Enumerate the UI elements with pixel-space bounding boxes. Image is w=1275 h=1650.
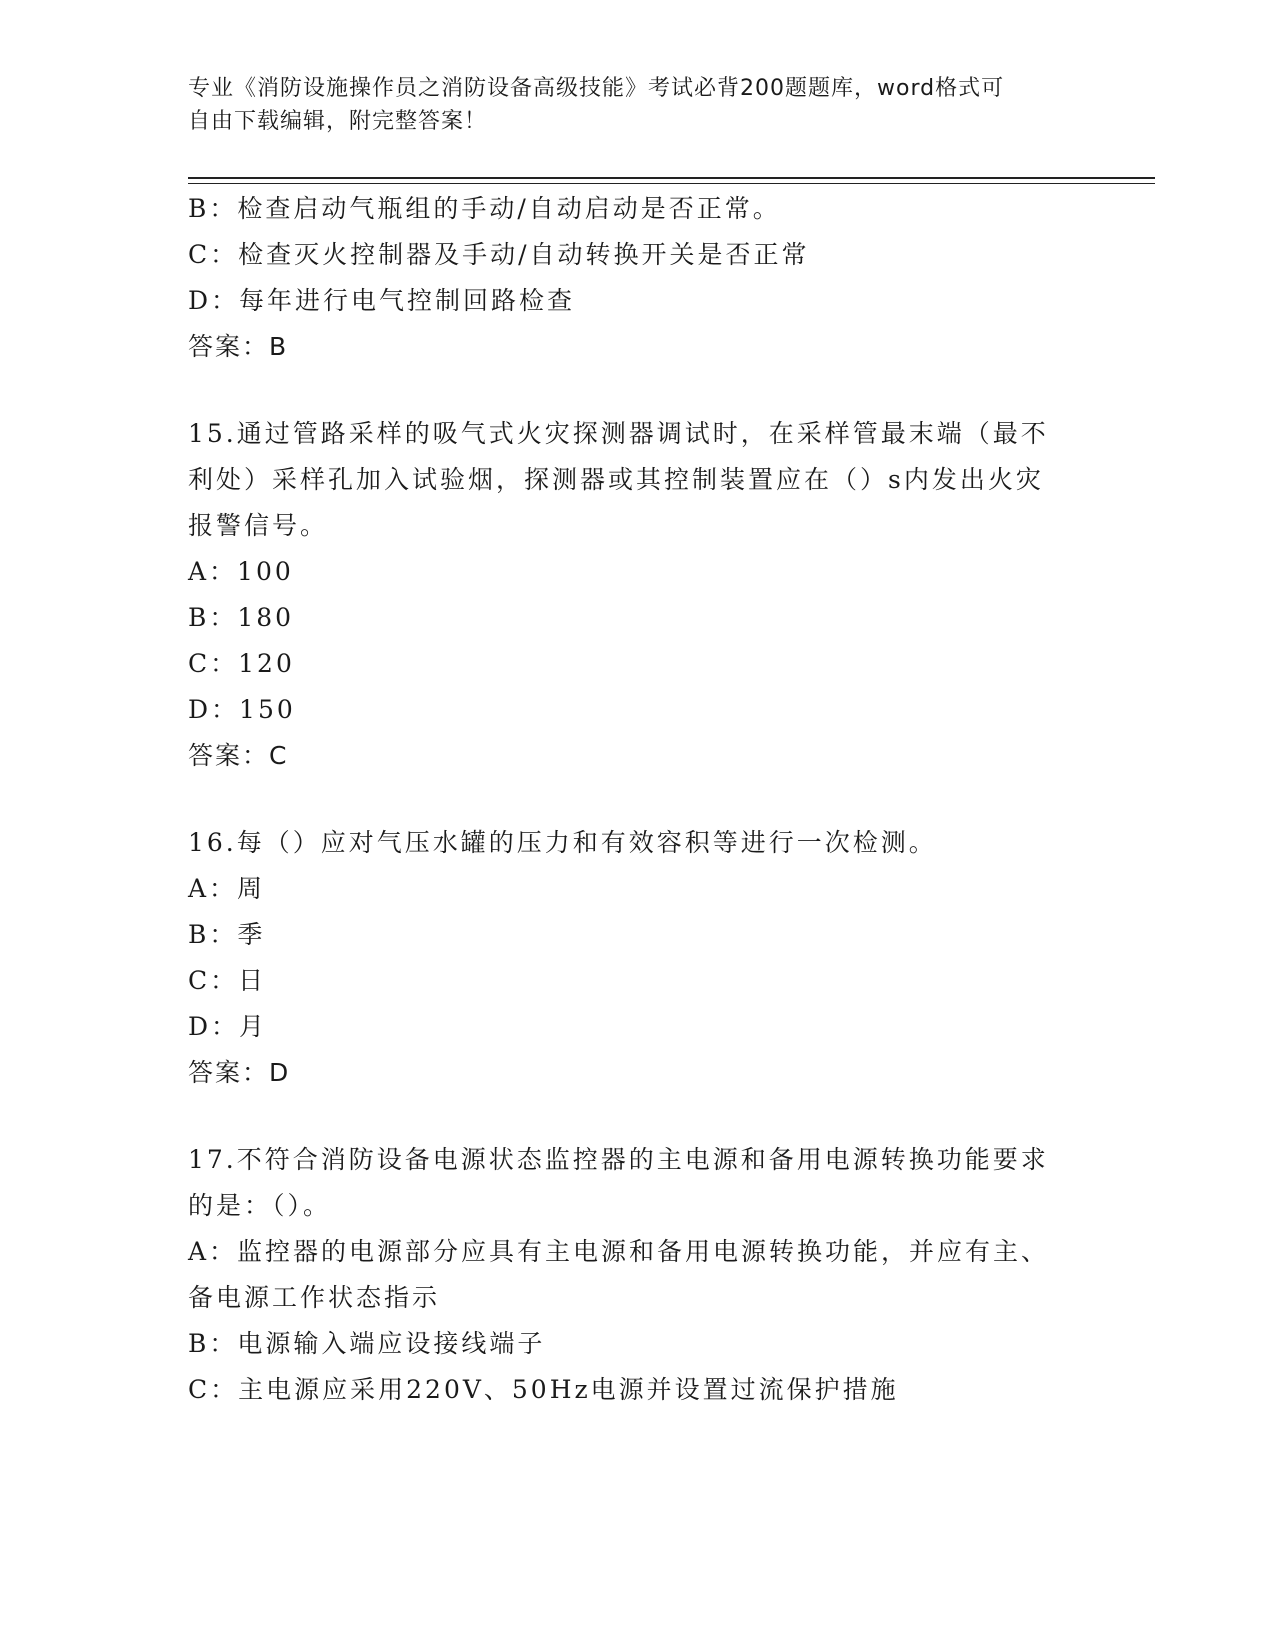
- question-stem-line: 15.通过管路采样的吸气式火灾探测器调试时，在采样管最末端（最不: [188, 419, 1049, 448]
- option-a: A：100: [188, 557, 294, 586]
- option-c: C：120: [188, 649, 295, 678]
- option-a-continuation: 备电源工作状态指示: [188, 1283, 441, 1312]
- spacer: [188, 779, 1088, 820]
- question-content: [188, 186, 1088, 1413]
- question-stem-line: 的是：（）。: [188, 1191, 332, 1220]
- header-divider-thick: [188, 177, 1155, 179]
- answer-label: 答案：C: [188, 741, 289, 770]
- question-17: [188, 1137, 1088, 1413]
- question-stem-line: 报警信号。: [188, 511, 329, 540]
- option-b: B：电源输入端应设接线端子: [188, 1329, 546, 1358]
- header-divider-thin: [188, 183, 1155, 184]
- question-stem-line: 16.每（）应对气压水罐的压力和有效容积等进行一次检测。: [188, 828, 937, 857]
- option-c: C：主电源应采用220V、50Hz电源并设置过流保护措施: [188, 1375, 899, 1404]
- question-15: [188, 411, 1088, 779]
- option-c: C：检查灭火控制器及手动/自动转换开关是否正常: [188, 240, 810, 269]
- answer-label: 答案：D: [188, 1058, 291, 1087]
- question-16: [188, 820, 1088, 1096]
- option-a: A：周: [188, 874, 266, 903]
- document-header: [188, 72, 1068, 138]
- option-b: B：季: [188, 920, 266, 949]
- option-d: D：150: [188, 695, 296, 724]
- option-b: B：180: [188, 603, 295, 632]
- option-b: B：检查启动气瓶组的手动/自动启动是否正常。: [188, 194, 781, 223]
- spacer: [188, 370, 1088, 411]
- spacer: [188, 1096, 1088, 1137]
- option-c: C：日: [188, 966, 267, 995]
- option-a: A：监控器的电源部分应具有主电源和备用电源转换功能，并应有主、: [188, 1237, 1050, 1266]
- header-line-2: 自由下载编辑，附完整答案！: [188, 109, 488, 134]
- option-d: D：月: [188, 1012, 268, 1041]
- header-line-1: 专业《消防设施操作员之消防设备高级技能》考试必背200题题库，word格式可: [188, 76, 1005, 101]
- question-stem-line: 利处）采样孔加入试验烟，探测器或其控制装置应在（）s内发出火灾: [188, 465, 1044, 494]
- question-stem-line: 17.不符合消防设备电源状态监控器的主电源和备用电源转换功能要求: [188, 1145, 1049, 1174]
- answer-label: 答案：B: [188, 332, 289, 361]
- previous-question-tail: [188, 186, 1088, 370]
- option-d: D：每年进行电气控制回路检查: [188, 286, 576, 315]
